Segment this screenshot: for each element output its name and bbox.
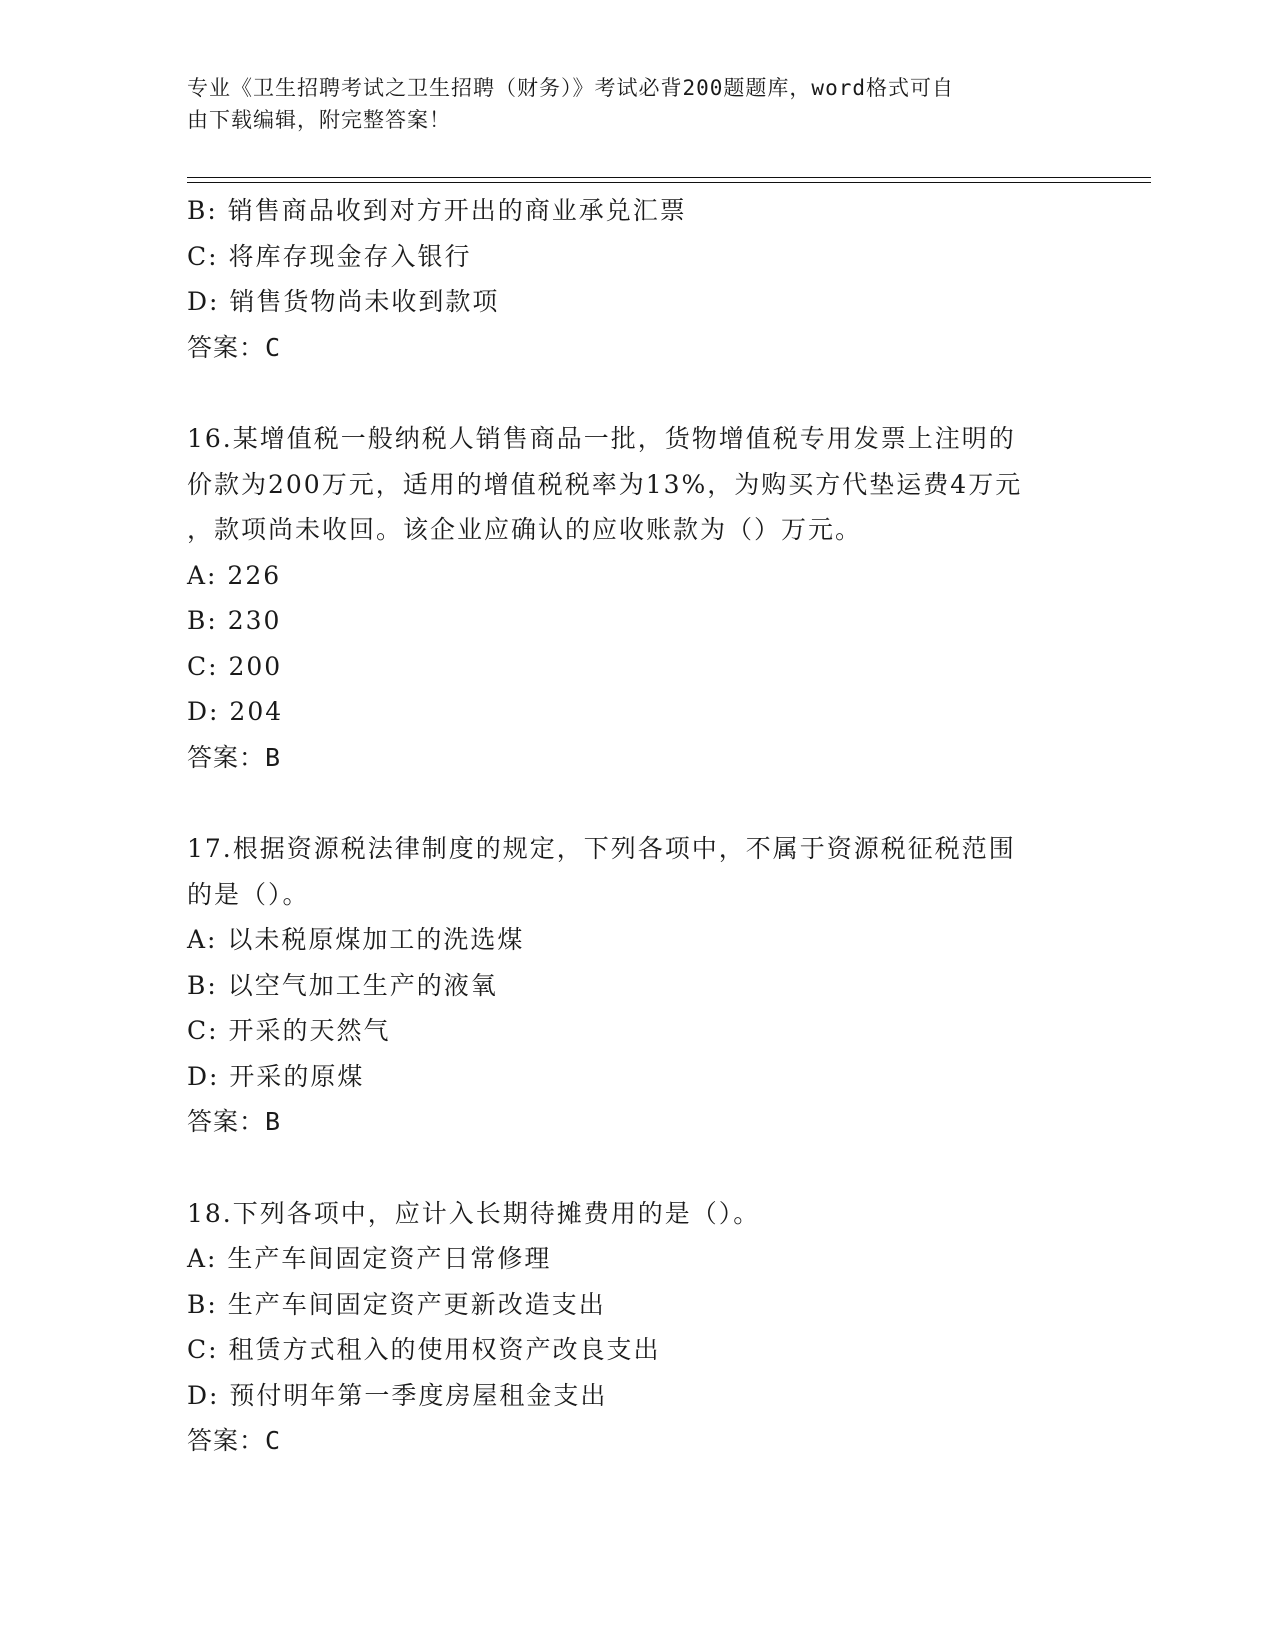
option-c: C: 将库存现金存入银行 <box>187 241 472 271</box>
header-line-1: 专业《卫生招聘考试之卫生招聘（财务）》考试必背200题题库，word格式可自 <box>187 76 954 100</box>
header-divider-top <box>187 177 1151 178</box>
option-d: D: 204 <box>187 697 284 726</box>
spacer <box>187 370 1087 416</box>
question-18 <box>187 1191 1087 1464</box>
spacer <box>187 780 1087 826</box>
answer-line: 答案：B <box>187 742 282 772</box>
question-stem-line: 17.根据资源税法律制度的规定，下列各项中，不属于资源税征税范围 <box>187 834 1016 863</box>
option-b: B: 以空气加工生产的液氧 <box>187 970 498 1000</box>
option-d: D: 销售货物尚未收到款项 <box>187 287 500 316</box>
question-16 <box>187 416 1087 780</box>
question-stem-line: ，款项尚未收回。该企业应确认的应收账款为（）万元。 <box>187 515 863 544</box>
option-a: A: 226 <box>187 560 282 590</box>
option-d: D: 开采的原煤 <box>187 1061 365 1091</box>
option-c: C: 开采的天然气 <box>187 1016 391 1045</box>
option-a: A: 以未税原煤加工的洗选煤 <box>187 925 525 954</box>
question-17 <box>187 826 1087 1145</box>
header-line-2: 由下载编辑，附完整答案！ <box>187 108 451 132</box>
question-stem-line: 16.某增值税一般纳税人销售商品一批，货物增值税专用发票上注明的 <box>187 424 1016 453</box>
answer-line: 答案：C <box>187 1426 282 1455</box>
option-b: B: 230 <box>187 606 282 635</box>
option-b: B: 生产车间固定资产更新改造支出 <box>187 1289 606 1319</box>
answer-line: 答案：C <box>187 332 282 362</box>
option-c: C: 200 <box>187 651 283 681</box>
question-stem-line: 价款为200万元，适用的增值税税率为13%，为购买方代垫运费4万元 <box>187 469 1023 499</box>
option-d: D: 预付明年第一季度房屋租金支出 <box>187 1380 608 1410</box>
question-15-tail <box>187 188 1087 370</box>
option-a: A: 生产车间固定资产日常修理 <box>187 1244 552 1273</box>
option-b: B: 销售商品收到对方开出的商业承兑汇票 <box>187 196 687 225</box>
document-header <box>187 72 1067 136</box>
question-stem-line: 18.下列各项中，应计入长期待摊费用的是（）。 <box>187 1198 761 1228</box>
answer-line: 答案：B <box>187 1107 282 1136</box>
question-stem-line: 的是（）。 <box>187 879 310 909</box>
option-c: C: 租赁方式租入的使用权资产改良支出 <box>187 1335 661 1364</box>
spacer <box>187 1145 1087 1191</box>
header-divider-bottom <box>187 182 1151 183</box>
question-list <box>187 188 1087 1464</box>
